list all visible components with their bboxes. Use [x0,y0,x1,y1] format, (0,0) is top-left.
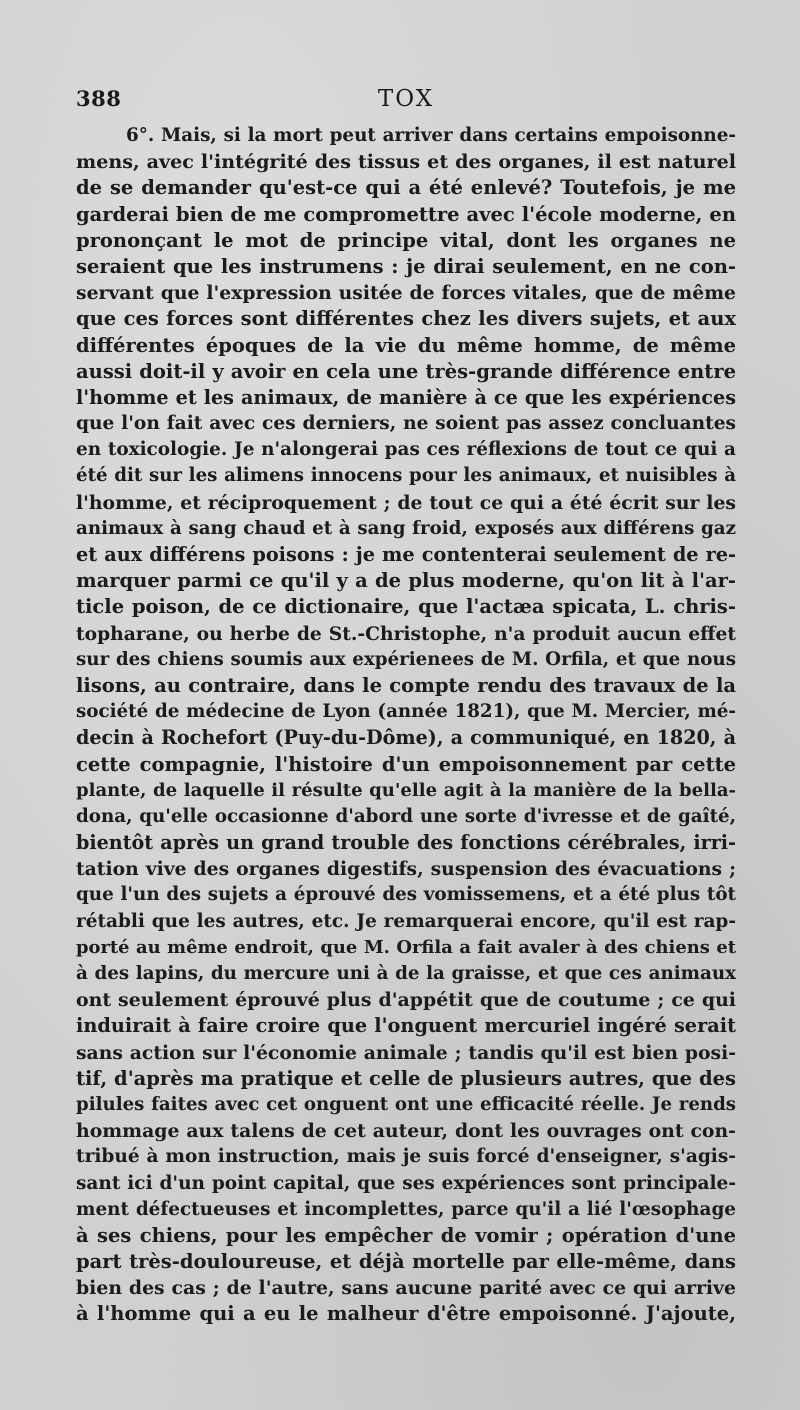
text-line: sans action sur l'économie animale ; tandis qu'il est bien posi- [76,1041,736,1064]
page-header [76,86,736,118]
text-line: bien des cas ; de l'autre, sans aucune parité avec ce qui arrive [76,1277,736,1300]
text-line: ont seulement éprouvé plus d'appétit que de coutume ; ce qui [76,989,736,1012]
text-line: garderai bien de me compromettre avec l'école moderne, en [76,202,736,226]
text-line: plante, de laquelle il résulte qu'elle agit à la manière de la bella- [76,779,736,801]
text-line: aussi doit-il y avoir en cela une très-grande différence entre [76,359,736,383]
text-line: decin à Rochefort (Puy-du-Dôme), a communiqué, en 1820, à [76,726,736,750]
text-line: rétabli que les autres, etc. Je remarquerai encore, qu'il est rap- [76,910,736,932]
text-line: ment défectueuses et incomplettes, parce qu'il a lié l'œsophage [76,1198,736,1220]
text-line: servant que l'expression usitée de forces vitales, que de même [76,282,736,305]
page-number: 388 [76,86,122,111]
text-line: en toxicologie. Je n'alongerai pas ces réflexions de tout ce qui a [76,439,736,461]
text-line: que ces forces sont différentes chez les divers sujets, et aux [76,307,736,331]
text-line: sur des chiens soumis aux expérienees de M. Orfila, et que nous [76,648,736,670]
text-line: que l'on fait avec ces derniers, ne soient pas assez concluantes [76,413,736,435]
text-line: sant ici d'un point capital, que ses expériences sont principale- [76,1172,736,1194]
text-line: seraient que les instrumens : je dirai seulement, en ne con- [76,254,736,278]
body-text [76,123,736,1328]
text-line: ticle poison, de ce dictionaire, que l'actæa spicata, L. chris- [76,595,736,619]
text-line: été dit sur les alimens innocens pour les animaux, et nuisibles à [76,465,736,487]
text-line: société de médecine de Lyon (année 1821), que M. Mercier, mé- [76,701,736,723]
text-line: à l'homme qui a eu le malheur d'être empoisonné. J'ajoute, [76,1302,736,1326]
text-line: à des lapins, du mercure uni à de la graisse, et que ces animaux [76,963,736,984]
text-line: 6°. Mais, si la mort peut arriver dans certains empoisonne- [126,125,736,146]
text-line: induirait à faire croire que l'onguent mercuriel ingéré serait [76,1014,736,1038]
text-line: lisons, au contraire, dans le compte rendu des travaux de la [76,673,736,697]
text-line: cette compagnie, l'histoire d'un empoisonnement par cette [76,752,736,776]
text-line: tribué à mon instruction, mais je suis forcé d'enseigner, s'agis- [76,1146,736,1168]
text-line: pilules faites avec cet onguent ont une efficacité réelle. Je rends [76,1093,736,1115]
text-line: tation vive des organes digestifs, suspension des évacuations ; [76,858,736,881]
text-line: à ses chiens, pour les empêcher de vomir ; opération d'une [76,1223,736,1247]
text-line: l'homme et les animaux, de manière à ce que les expériences [76,385,736,409]
running-head: TOX [377,86,435,112]
text-line: dona, qu'elle occasionne d'abord une sorte d'ivresse et de gaîté, [76,805,736,827]
text-line: bientôt après un grand trouble des fonctions cérébrales, irri- [76,831,736,855]
text-line: prononçant le mot de principe vital, dont les organes ne [76,228,736,252]
text-line: et aux différens poisons : je me contenterai seulement de re- [76,543,736,566]
text-line: porté au même endroit, que M. Orfila a fait avaler à des chiens et [76,936,736,958]
text-line: marquer parmi ce qu'il y a de plus moderne, qu'on lit à l'ar- [76,569,736,593]
text-line: que l'un des sujets a éprouvé des vomissemens, et a été plus tôt [76,884,736,906]
text-line: tif, d'après ma pratique et celle de plusieurs autres, que des [76,1066,736,1090]
text-line: différentes époques de la vie du même homme, de même [76,333,736,357]
text-line: topharane, ou herbe de St.-Christophe, n'a produit aucun effet [76,622,736,645]
text-line: l'homme, et réciproquement ; de tout ce qui a été écrit sur les [76,491,736,514]
text-line: hommage aux talens de cet auteur, dont les ouvrages ont con- [76,1120,736,1143]
text-line: de se demander qu'est-ce qui a été enlevé? Toutefois, je me [76,176,736,200]
text-line: mens, avec l'intégrité des tissus et des organes, il est naturel [76,150,736,174]
text-line: animaux à sang chaud et à sang froid, exposés aux différens gaz [76,517,736,539]
text-line: part très-douloureuse, et déjà mortelle par elle-même, dans [76,1250,736,1274]
